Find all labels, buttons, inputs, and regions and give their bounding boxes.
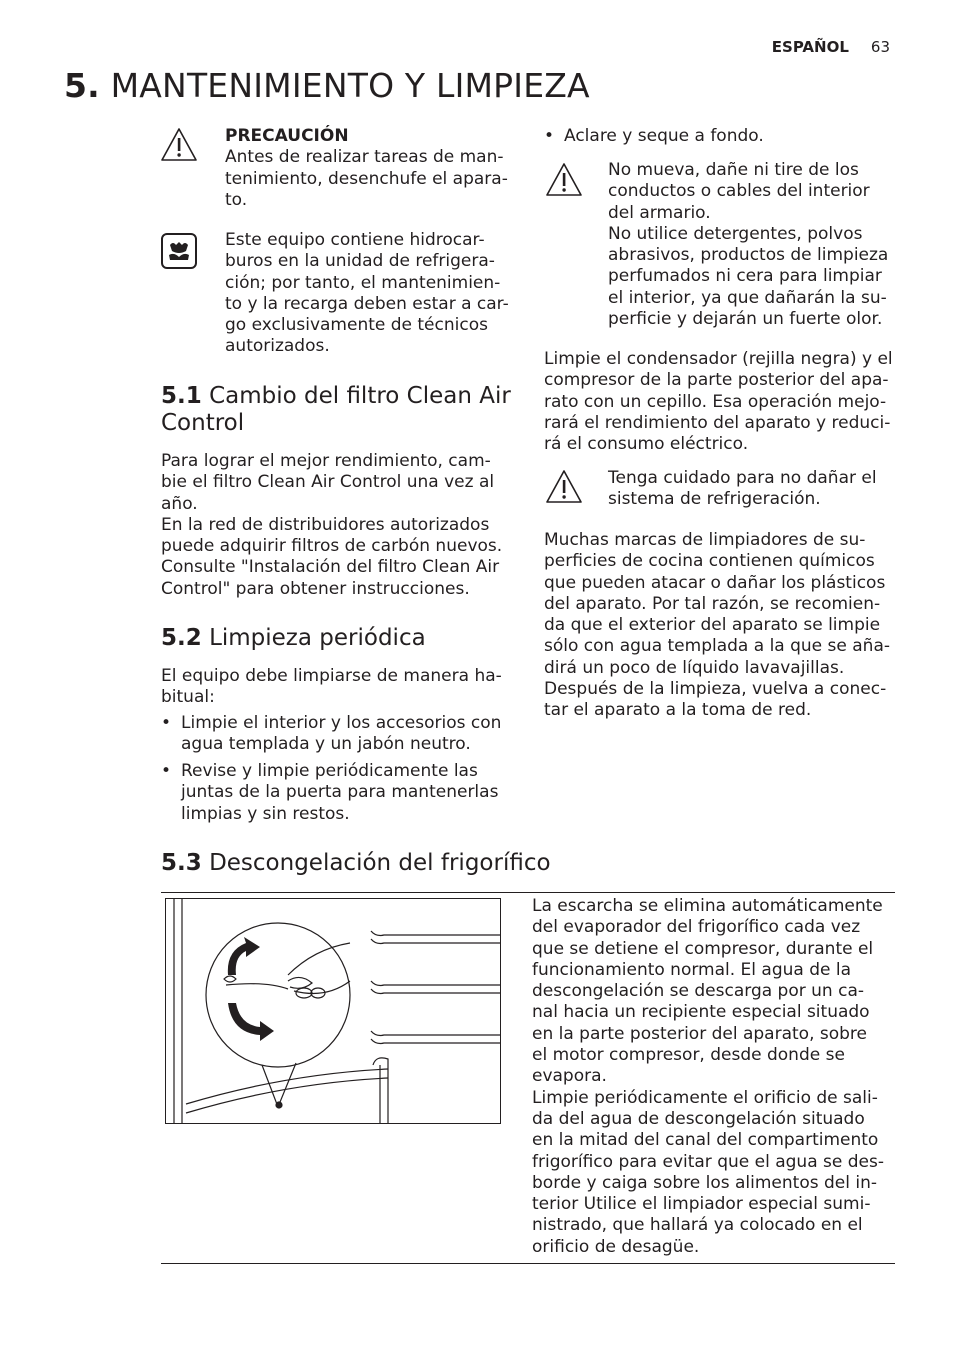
bullet-dot: • xyxy=(161,713,172,733)
bullet-text: Revise y limpie periódicamente las juntas de la puerta para mantenerlas limpias y sin restos. xyxy=(181,761,499,824)
caution-block xyxy=(225,126,525,211)
section-5-1-heading xyxy=(161,383,531,437)
section-5-2-heading xyxy=(161,625,531,652)
page-number: 63 xyxy=(870,38,890,56)
defrost-drain-illustration xyxy=(165,898,501,1124)
bullet-text: Aclare y seque a fondo. xyxy=(564,126,764,146)
section-5-3-body: La escarcha se elimina automáticamente del evaporador del frigorífico cada vez que se detiene el compresor, durante el funcionamiento normal. El agua de la descongelación se descarga por un ca- nal hacia un recipiente especial situado en la parte posterior del aparato, sobre el motor compresor, desde donde se evapora. Limpie periódicamente el orificio de sali- da del agua de descongelación situado en la mitad del canal del compartimento frigorífico para evitar que el agua se des- borde y caiga sobre los alimentos del in- terior Utilice el limpiador especial sumi- nistrado, que hallará ya colocado en el orificio de desagüe. xyxy=(532,896,884,1257)
section-5-3-number: 5.3 xyxy=(161,850,202,876)
section-5-1-body: Para lograr el mejor rendimiento, cam- bie el filtro Clean Air Control una vez al año. En la red de distribuidores autorizados puede adquirir filtros de carbón nuevos. Consulte "Instalación del filtro Clean Air Control" para obtener instrucciones. xyxy=(161,451,503,599)
warning-1-text: No mueva, dañe ni tire de los conductos o cables del interior del armario. No utilice detergentes, polvos abrasivos, productos de limpieza perfumados ni cera para limpiar el interior, ya que dañarán la su- perficie y dejarán un fuerte olor. xyxy=(608,160,889,330)
title-number: 5. xyxy=(64,66,100,105)
section-5-3-heading xyxy=(161,850,761,877)
warning-triangle-icon xyxy=(545,162,583,198)
caution-text: Antes de realizar tareas de man- tenimiento, desenchufe el apara- to. xyxy=(225,147,508,210)
section-5-2-number: 5.2 xyxy=(161,625,202,651)
title-text: MANTENIMIENTO Y LIMPIEZA xyxy=(110,66,590,105)
section-5-1-number: 5.1 xyxy=(161,383,202,409)
warning-triangle-icon xyxy=(160,127,198,163)
list-item xyxy=(161,761,531,825)
header-language: ESPAÑOL xyxy=(771,38,849,56)
bullet-dot: • xyxy=(544,126,555,146)
section-5-2-intro: El equipo debe limpiarse de manera ha- bitual: xyxy=(161,666,502,708)
warning-2-text: Tenga cuidado para no dañar el sistema de refrigeración. xyxy=(608,468,877,510)
page-title xyxy=(64,66,590,105)
table-bottom-rule xyxy=(161,1263,895,1264)
hydrocarbon-text: Este equipo contiene hidrocar- buros en la unidad de refrigera- ción; por tanto, el mantenimien- to y la recarga deben estar a car- go exclusivamente de técnicos autorizados. xyxy=(225,230,509,357)
bullet-text: Limpie el interior y los accesorios con agua templada y un jabón neutro. xyxy=(181,713,502,755)
section-5-1-title: Cambio del filtro Clean Air Control xyxy=(161,383,511,436)
section-5-2-title: Limpieza periódica xyxy=(209,625,426,651)
list-item xyxy=(161,713,531,756)
condenser-text: Limpie el condensador (rejilla negra) y el compresor de la parte posterior del apa- rato con un cepillo. Esa operación mejo- rará el rendimiento del aparato y reduci- rá el consumo eléctrico. xyxy=(544,349,893,455)
environment-flower-icon xyxy=(161,233,197,269)
caution-label: PRECAUCIÓN xyxy=(225,126,349,146)
table-top-rule xyxy=(161,892,895,893)
section-5-3-title: Descongelación del frigorífico xyxy=(209,850,551,876)
warning-triangle-icon xyxy=(545,469,583,505)
bullet-dot: • xyxy=(161,761,172,781)
list-item xyxy=(544,126,904,147)
cleaners-text: Muchas marcas de limpiadores de su- perficies de cocina contienen químicos que pueden atacar o dañar los plásticos del aparato. Por tal razón, se recomien- da que el exterior del aparato se limpie sólo con agua templada a la que se aña- dirá un poco de líquido lavavajillas. Después de la limpieza, vuelva a conec- tar el aparato a la toma de red. xyxy=(544,530,891,721)
page-header xyxy=(760,38,890,56)
